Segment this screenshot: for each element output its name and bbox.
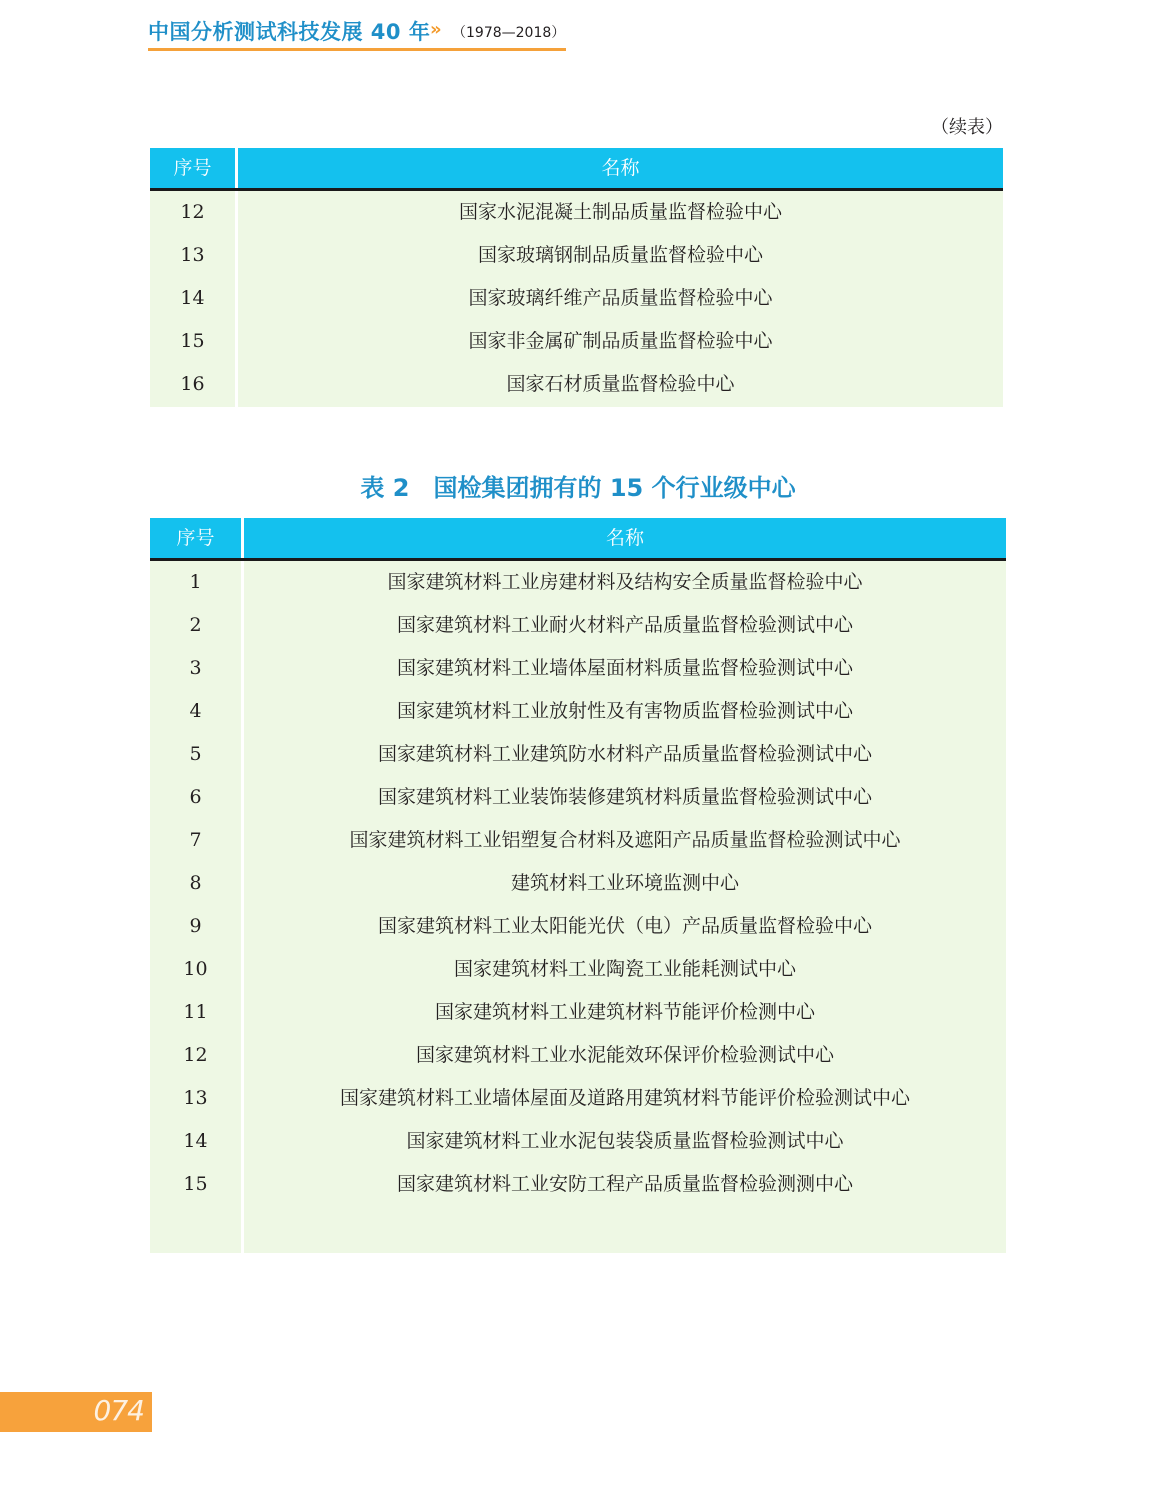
column-header-name: 名称 (601, 157, 640, 179)
table-row (150, 1163, 1006, 1206)
table-row (150, 1034, 1006, 1077)
page-number: 074 (93, 1394, 144, 1427)
row-seq: 13 (183, 1087, 208, 1109)
row-seq: 7 (189, 829, 202, 851)
row-name: 国家建筑材料工业建筑材料节能评价检测中心 (434, 1001, 815, 1023)
table-row (150, 234, 1003, 277)
row-seq: 14 (180, 287, 205, 309)
table-row (150, 561, 1006, 604)
table-row (150, 690, 1006, 733)
row-seq: 4 (189, 700, 202, 722)
running-header (148, 14, 566, 51)
row-seq: 12 (180, 201, 205, 223)
table-row (150, 819, 1006, 862)
row-name: 国家建筑材料工业装饰装修建筑材料质量监督检验测试中心 (377, 786, 872, 808)
column-header-name: 名称 (605, 527, 644, 549)
table-body (150, 191, 1003, 407)
row-name: 建筑材料工业环境监测中心 (510, 872, 739, 894)
row-seq: 2 (189, 614, 202, 636)
table-row (150, 862, 1006, 905)
table-row (150, 1120, 1006, 1163)
row-name: 国家非金属矿制品质量监督检验中心 (468, 330, 773, 352)
row-seq: 8 (189, 872, 202, 894)
row-name: 国家建筑材料工业太阳能光伏（电）产品质量监督检验中心 (377, 915, 872, 937)
row-seq: 3 (189, 657, 202, 679)
table-industry-centers (150, 518, 1006, 1253)
table-row (150, 277, 1003, 320)
row-name: 国家建筑材料工业墙体屋面及道路用建筑材料节能评价检验测试中心 (339, 1087, 910, 1109)
row-name: 国家建筑材料工业放射性及有害物质监督检验测试中心 (396, 700, 853, 722)
row-name: 国家建筑材料工业安防工程产品质量监督检验测测中心 (396, 1173, 853, 1195)
table-row (150, 991, 1006, 1034)
table-header (150, 148, 1003, 191)
row-name: 国家玻璃钢制品质量监督检验中心 (477, 244, 763, 266)
table-row (150, 776, 1006, 819)
row-name: 国家建筑材料工业水泥能效环保评价检验测试中心 (415, 1044, 834, 1066)
row-seq: 12 (183, 1044, 208, 1066)
row-seq: 9 (189, 915, 202, 937)
row-seq: 15 (183, 1173, 208, 1195)
table-title: 表 2 国检集团拥有的 15 个行业级中心 (360, 474, 796, 502)
row-name: 国家建筑材料工业陶瓷工业能耗测试中心 (453, 958, 796, 980)
table-row (150, 948, 1006, 991)
table-row (150, 1077, 1006, 1120)
row-name: 国家建筑材料工业墙体屋面材料质量监督检验测试中心 (396, 657, 853, 679)
row-name: 国家建筑材料工业铝塑复合材料及遮阳产品质量监督检验测试中心 (349, 829, 901, 851)
chevron-right-icon: » (430, 19, 442, 40)
continued-note: （续表） (931, 117, 1003, 138)
table-header (150, 518, 1006, 561)
column-header-seq: 序号 (176, 527, 215, 549)
row-name: 国家石材质量监督检验中心 (506, 373, 735, 395)
row-name: 国家水泥混凝土制品质量监督检验中心 (458, 201, 782, 223)
row-seq: 15 (180, 330, 205, 352)
table-body (150, 561, 1006, 1253)
row-name: 国家建筑材料工业建筑防水材料产品质量监督检验测试中心 (377, 743, 872, 765)
row-seq: 16 (180, 373, 205, 395)
column-header-seq: 序号 (173, 157, 212, 179)
row-seq: 5 (189, 743, 202, 765)
book-years: （1978—2018） (452, 25, 566, 41)
book-title: 中国分析测试科技发展 40 年 (148, 20, 431, 44)
table-row (150, 363, 1003, 406)
table-row (150, 320, 1003, 363)
table-continued (150, 148, 1003, 407)
table-row (150, 191, 1003, 234)
row-seq: 13 (180, 244, 205, 266)
table-row (150, 905, 1006, 948)
table-row (150, 647, 1006, 690)
row-seq: 14 (183, 1130, 208, 1152)
row-name: 国家玻璃纤维产品质量监督检验中心 (468, 287, 773, 309)
table-row (150, 733, 1006, 776)
row-seq: 1 (189, 571, 202, 593)
row-seq: 11 (183, 1001, 208, 1023)
table-row (150, 604, 1006, 647)
row-seq: 6 (189, 786, 202, 808)
row-seq: 10 (183, 958, 208, 980)
row-name: 国家建筑材料工业房建材料及结构安全质量监督检验中心 (387, 571, 863, 593)
row-name: 国家建筑材料工业水泥包装袋质量监督检验测试中心 (406, 1130, 844, 1152)
row-name: 国家建筑材料工业耐火材料产品质量监督检验测试中心 (396, 614, 853, 636)
page-number-tab (0, 1392, 152, 1432)
